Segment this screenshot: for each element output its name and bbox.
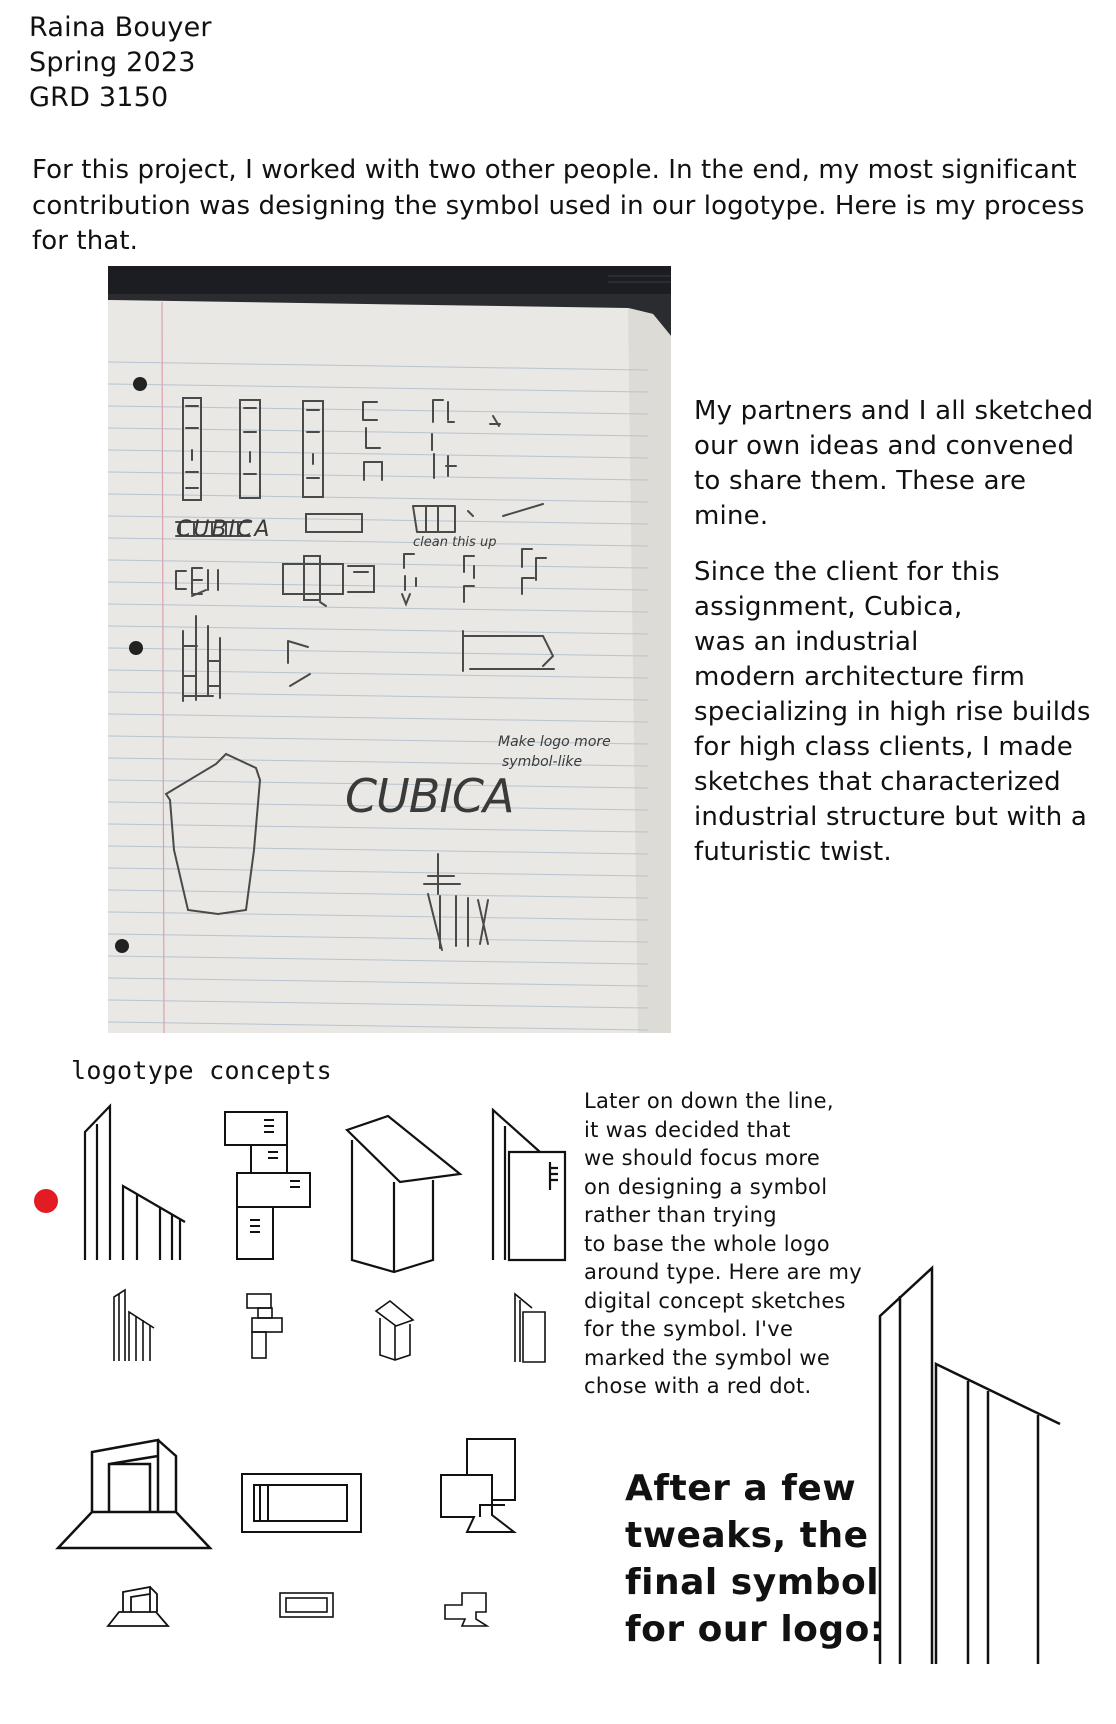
concept-1-large <box>85 1106 185 1260</box>
concept-7-large <box>441 1439 515 1532</box>
term: Spring 2023 <box>29 47 196 78</box>
concept-4-large <box>493 1110 565 1260</box>
concept-3-small <box>376 1301 413 1360</box>
sketch-note-1: clean this up <box>413 535 497 550</box>
concepts-title: logotype concepts <box>71 1056 332 1085</box>
concept-5-small <box>108 1587 168 1626</box>
concept-5-large <box>58 1440 210 1548</box>
concept-6-small <box>280 1593 333 1617</box>
side-text <box>694 394 1104 891</box>
concepts-description: Later on down the line, it was decided that we should focus more on designing a symbol rather than trying to base the whole logo around type. Here are my digital concept sketches for the symbol. I've marked the symbol we chose with a red dot. <box>584 1089 862 1398</box>
side-paragraph-1: My partners and I all sketched our own ideas and convened to share them. These are mine. <box>694 396 1094 531</box>
concept-1-small <box>114 1290 154 1361</box>
final-symbol-caption: After a few tweaks, the final symbol for our logo: <box>625 1468 885 1650</box>
side-paragraph-2: Since the client for this assignment, Cubica, was an industrial modern architecture firm specializing in high rise builds for high class clients, I made sketches that characterized industrial structure but with a futuristic twist. <box>694 557 1091 867</box>
sketch-note-2: Make logo more <box>498 734 611 750</box>
intro-paragraph: For this project, I worked with two other people. In the end, my most significant contribution was designing the symbol used in our logotype. Here is my process for that. <box>32 155 1085 256</box>
sketch-word-1: CUBICA <box>176 517 272 542</box>
sketch-photo <box>108 266 671 1033</box>
course-code: GRD 3150 <box>29 82 169 113</box>
concept-4-small <box>515 1294 545 1362</box>
concept-3-large <box>347 1116 460 1272</box>
sketch-note-3: symbol-like <box>502 754 583 770</box>
author-name: Raina Bouyer <box>29 12 212 43</box>
concept-6-large <box>242 1474 361 1532</box>
selected-concept-red-dot <box>34 1189 58 1213</box>
sketch-word-2: CUBICA <box>345 769 514 823</box>
final-symbol-logo <box>868 1240 1078 1670</box>
concept-7-small <box>445 1593 487 1626</box>
concept-2-large <box>225 1112 310 1259</box>
concept-2-small <box>247 1294 282 1358</box>
